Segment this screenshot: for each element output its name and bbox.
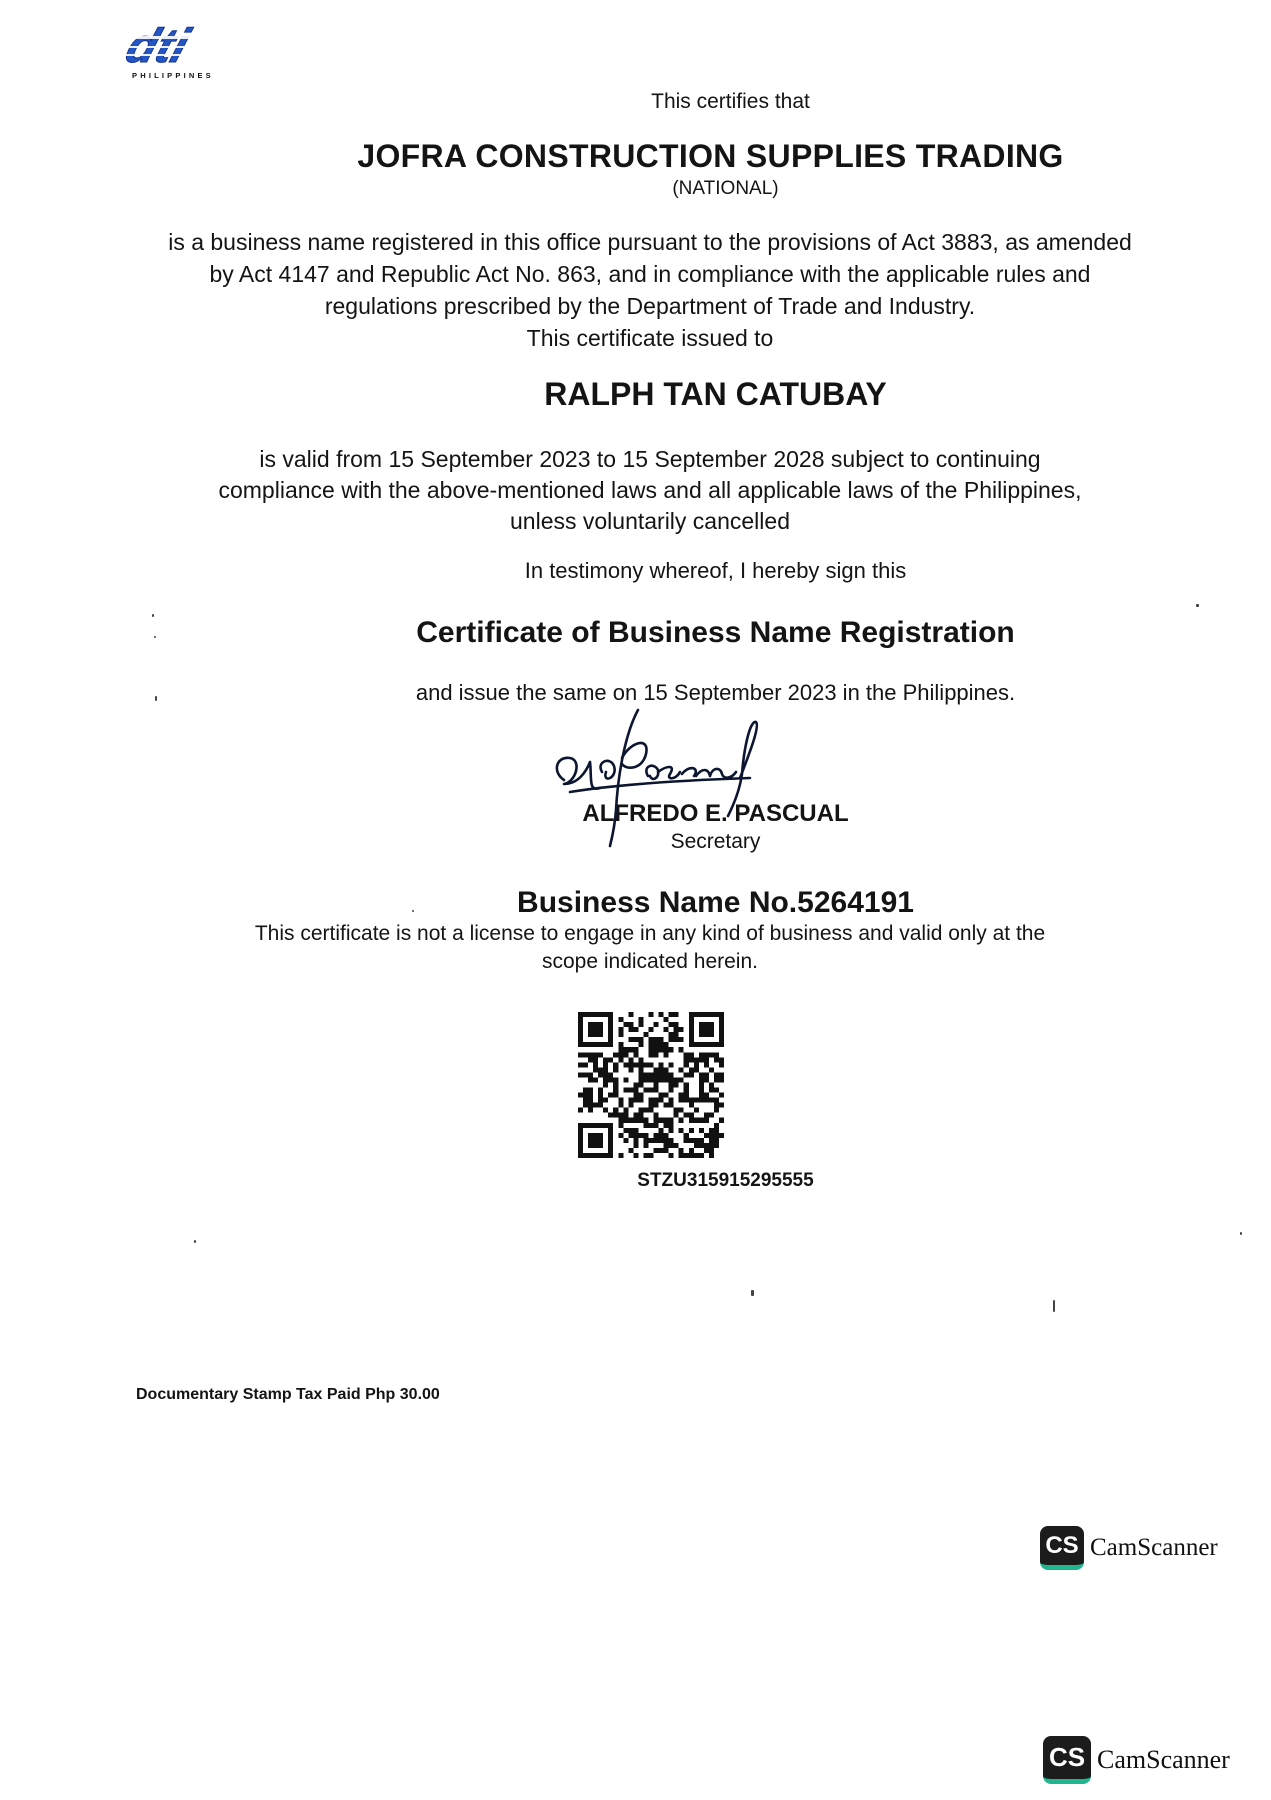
disclaimer-line: This certificate is not a license to engage in any kind of business and valid only at the: [254, 922, 1046, 945]
scan-speck: [155, 696, 157, 701]
camscanner-watermark: [1040, 1526, 1218, 1570]
scan-speck: [1240, 1232, 1242, 1235]
registration-line: regulations prescribed by the Department of Trade and Industry.: [324, 293, 976, 319]
registration-text: [110, 226, 1190, 354]
camscanner-icon: CS: [1040, 1526, 1084, 1570]
camscanner-label: CamScanner: [1090, 1534, 1218, 1561]
scan-speck: [152, 614, 154, 617]
validity-line: compliance with the above-mentioned laws and all applicable laws of the Philippines,: [218, 477, 1082, 503]
svg-text:PHILIPPINES: PHILIPPINES: [132, 71, 214, 80]
scan-speck: [751, 1290, 754, 1296]
documentary-stamp-tax: Documentary Stamp Tax Paid Php 30.00: [136, 1386, 440, 1403]
scan-speck: [1196, 604, 1199, 607]
scan-speck: [194, 1240, 196, 1243]
registration-line: This certificate issued to: [526, 325, 774, 351]
camscanner-watermark: [1043, 1736, 1230, 1784]
disclaimer-text: [210, 920, 1090, 976]
validity-line: unless voluntarily cancelled: [510, 508, 790, 534]
disclaimer-line: scope indicated herein.: [542, 950, 758, 973]
testimony-text: In testimony whereof, I hereby sign this: [524, 558, 907, 583]
certificate-title: Certificate of Business Name Registration: [416, 616, 1015, 649]
business-name-number: Business Name No.5264191: [517, 886, 914, 919]
signature: [530, 692, 780, 852]
owner-name: RALPH TAN CATUBAY: [544, 376, 887, 412]
validity-line: is valid from 15 September 2023 to 15 September 2028 subject to continuing: [259, 446, 1041, 472]
qr-reference-code: STZU315915295555: [637, 1170, 814, 1191]
certifies-intro: This certifies that: [651, 90, 810, 113]
scan-speck: [1053, 1300, 1055, 1312]
scan-speck: [412, 910, 414, 912]
signatory-title: Secretary: [670, 830, 761, 853]
issue-date-text: and issue the same on 15 September 2023 in the Philippines.: [415, 680, 1016, 705]
camscanner-label: CamScanner: [1097, 1745, 1230, 1774]
business-scope: (NATIONAL): [672, 178, 779, 199]
dti-logo: [118, 22, 258, 82]
signatory-name: ALFREDO E. PASCUAL: [582, 800, 849, 827]
camscanner-icon: CS: [1043, 1736, 1091, 1784]
scan-speck: [154, 636, 156, 638]
registration-line: by Act 4147 and Republic Act No. 863, and in compliance with the applicable rules and: [209, 261, 1091, 287]
registration-line: is a business name registered in this office pursuant to the provisions of Act 3883, as amended: [168, 229, 1132, 255]
business-name: JOFRA CONSTRUCTION SUPPLIES TRADING: [357, 138, 1064, 174]
validity-text: [120, 444, 1180, 537]
qr-code: [578, 1012, 724, 1158]
